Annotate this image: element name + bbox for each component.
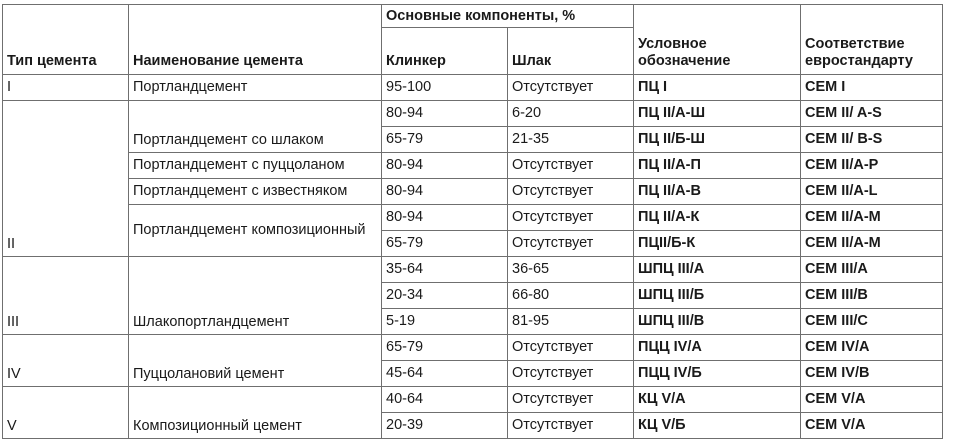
cell-slag: Отсутствует <box>508 153 634 179</box>
header-designation: Условное обозначение <box>634 5 801 75</box>
table-row <box>3 257 943 283</box>
header-components: Основные компоненты, % <box>382 5 634 28</box>
cell-type: I <box>3 75 129 101</box>
cell-clinker: 20-39 <box>382 413 508 439</box>
cell-name: Шлакопортландцемент <box>129 257 382 335</box>
cell-name: Портландцемент со шлаком <box>129 101 382 153</box>
cell-clinker: 65-79 <box>382 127 508 153</box>
cell-clinker: 5-19 <box>382 309 508 335</box>
cell-clinker: 80-94 <box>382 153 508 179</box>
cell-type: III <box>3 257 129 335</box>
cell-euro: CEM V/A <box>801 413 943 439</box>
cell-designation: ПЦ II/Б-Ш <box>634 127 801 153</box>
cell-slag: Отсутствует <box>508 179 634 205</box>
cell-slag: Отсутствует <box>508 231 634 257</box>
cell-slag: Отсутствует <box>508 335 634 361</box>
header-type: Тип цемента <box>3 5 129 75</box>
cell-clinker: 80-94 <box>382 101 508 127</box>
cell-euro: CEM III/A <box>801 257 943 283</box>
cell-designation: ШПЦ III/А <box>634 257 801 283</box>
cell-name: Композиционный цемент <box>129 387 382 439</box>
cell-clinker: 80-94 <box>382 179 508 205</box>
cement-types-table <box>2 4 943 439</box>
cell-name: Портландцемент с известняком <box>129 179 382 205</box>
cell-euro: CEM II/A-P <box>801 153 943 179</box>
cell-designation: ПЦЦ IV/Б <box>634 361 801 387</box>
cell-slag: Отсутствует <box>508 205 634 231</box>
cell-slag: 36-65 <box>508 257 634 283</box>
cell-name: Пуццолановий цемент <box>129 335 382 387</box>
cell-slag: Отсутствует <box>508 387 634 413</box>
cell-slag: Отсутствует <box>508 361 634 387</box>
table-row <box>3 335 943 361</box>
cell-designation: ШПЦ III/Б <box>634 283 801 309</box>
cell-clinker: 20-34 <box>382 283 508 309</box>
cell-name: Портландцемент композиционный <box>129 205 382 257</box>
cell-clinker: 45-64 <box>382 361 508 387</box>
table-row <box>3 101 943 127</box>
cell-designation: ПЦ II/А-П <box>634 153 801 179</box>
cell-euro: CEM III/B <box>801 283 943 309</box>
cell-euro: CEM II/ B-S <box>801 127 943 153</box>
cell-euro: CEM IV/A <box>801 335 943 361</box>
cell-clinker: 65-79 <box>382 335 508 361</box>
cell-type: V <box>3 387 129 439</box>
header-name: Наименование цемента <box>129 5 382 75</box>
cell-designation: ПЦ II/А-Ш <box>634 101 801 127</box>
cell-euro: CEM II/A-M <box>801 231 943 257</box>
cell-euro: CEM IV/B <box>801 361 943 387</box>
cell-designation: ПЦ I <box>634 75 801 101</box>
table-row <box>3 153 943 179</box>
cell-designation: ПЦII/Б-К <box>634 231 801 257</box>
header-clinker: Клинкер <box>382 28 508 75</box>
cell-clinker: 95-100 <box>382 75 508 101</box>
cell-designation: ШПЦ III/В <box>634 309 801 335</box>
table-row <box>3 387 943 413</box>
cell-euro: CEM I <box>801 75 943 101</box>
cell-name: Портландцемент с пуццоланом <box>129 153 382 179</box>
cell-type: II <box>3 101 129 257</box>
cell-type: IV <box>3 335 129 387</box>
cell-clinker: 80-94 <box>382 205 508 231</box>
cell-clinker: 65-79 <box>382 231 508 257</box>
cell-designation: ПЦ II/А-В <box>634 179 801 205</box>
cell-euro: CEM III/C <box>801 309 943 335</box>
cell-slag: 21-35 <box>508 127 634 153</box>
cell-designation: КЦ V/Б <box>634 413 801 439</box>
table-row <box>3 75 943 101</box>
cell-slag: Отсутствует <box>508 75 634 101</box>
cell-slag: Отсутствует <box>508 413 634 439</box>
table-row <box>3 179 943 205</box>
cell-euro: CEM II/A-M <box>801 205 943 231</box>
cell-slag: 81-95 <box>508 309 634 335</box>
table-row <box>3 205 943 231</box>
cell-name: Портландцемент <box>129 75 382 101</box>
cell-slag: 6-20 <box>508 101 634 127</box>
cell-designation: ПЦ II/А-К <box>634 205 801 231</box>
cell-slag: 66-80 <box>508 283 634 309</box>
cell-clinker: 40-64 <box>382 387 508 413</box>
header-slag: Шлак <box>508 28 634 75</box>
cell-designation: КЦ V/А <box>634 387 801 413</box>
cell-designation: ПЦЦ IV/А <box>634 335 801 361</box>
cell-euro: CEM II/A-L <box>801 179 943 205</box>
header-eurostandard: Соответствие евростандарту <box>801 5 943 75</box>
cell-euro: CEM II/ A-S <box>801 101 943 127</box>
cell-euro: CEM V/A <box>801 387 943 413</box>
cell-clinker: 35-64 <box>382 257 508 283</box>
